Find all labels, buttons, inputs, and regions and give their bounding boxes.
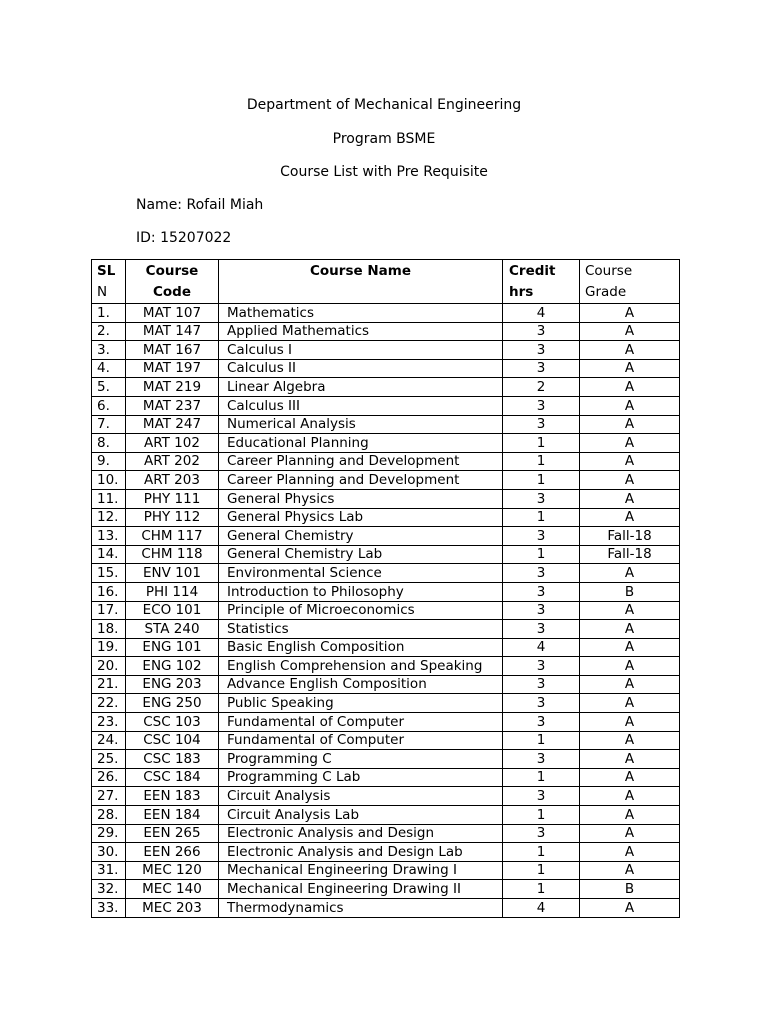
course-code-cell: PHI 114 — [126, 582, 219, 601]
course-grade-cell: A — [580, 601, 680, 620]
course-name-cell: Calculus III — [219, 396, 503, 415]
credit-hrs-cell: 3 — [503, 341, 580, 360]
course-name-cell: Introduction to Philosophy — [219, 582, 503, 601]
table-row — [92, 620, 680, 639]
credit-hrs-cell: 3 — [503, 713, 580, 732]
table-row — [92, 527, 680, 546]
course-grade-cell: A — [580, 638, 680, 657]
list-title: Course List with Pre Requisite — [280, 164, 488, 180]
course-name-cell: Numerical Analysis — [219, 415, 503, 434]
course-name-cell: General Physics — [219, 489, 503, 508]
header-sl-line2: N — [97, 284, 108, 300]
credit-hrs-cell: 1 — [503, 768, 580, 787]
course-grade-cell: A — [580, 713, 680, 732]
sl-cell: 19. — [92, 638, 126, 657]
course-grade-cell: A — [580, 471, 680, 490]
course-name-cell: Thermodynamics — [219, 899, 503, 918]
course-name-cell: Mechanical Engineering Drawing II — [219, 880, 503, 899]
table-row — [92, 861, 680, 880]
credit-hrs-cell: 1 — [503, 434, 580, 453]
table-row — [92, 713, 680, 732]
course-code-cell: PHY 111 — [126, 489, 219, 508]
table-row — [92, 694, 680, 713]
credit-hrs-cell: 3 — [503, 694, 580, 713]
course-code-cell: MAT 147 — [126, 322, 219, 341]
course-table — [91, 259, 680, 918]
course-name-cell: Fundamental of Computer — [219, 713, 503, 732]
course-code-cell: PHY 112 — [126, 508, 219, 527]
table-row — [92, 378, 680, 397]
header-code-line2: Code — [152, 284, 191, 300]
course-name-cell: Principle of Microeconomics — [219, 601, 503, 620]
course-grade-cell: A — [580, 675, 680, 694]
sl-cell: 21. — [92, 675, 126, 694]
course-grade-cell: B — [580, 880, 680, 899]
course-name-cell: General Chemistry Lab — [219, 545, 503, 564]
course-grade-cell: A — [580, 899, 680, 918]
course-name-cell: Circuit Analysis Lab — [219, 806, 503, 825]
course-code-cell: EEN 183 — [126, 787, 219, 806]
course-grade-cell: A — [580, 694, 680, 713]
course-name-cell: Career Planning and Development — [219, 452, 503, 471]
course-name-cell: English Comprehension and Speaking — [219, 657, 503, 676]
table-row — [92, 545, 680, 564]
header-course-grade — [580, 260, 680, 304]
course-code-cell: EEN 184 — [126, 806, 219, 825]
table-row — [92, 564, 680, 583]
table-row — [92, 880, 680, 899]
program-title: Program BSME — [332, 131, 436, 147]
sl-cell: 12. — [92, 508, 126, 527]
course-code-cell: CSC 103 — [126, 713, 219, 732]
header-grade-line2: Grade — [585, 284, 627, 300]
course-grade-cell: A — [580, 489, 680, 508]
course-name-cell: General Physics Lab — [219, 508, 503, 527]
table-row — [92, 396, 680, 415]
sl-cell: 31. — [92, 861, 126, 880]
credit-hrs-cell: 3 — [503, 359, 580, 378]
table-row — [92, 452, 680, 471]
course-code-cell: MEC 140 — [126, 880, 219, 899]
table-row — [92, 657, 680, 676]
credit-hrs-cell: 1 — [503, 508, 580, 527]
credit-hrs-cell: 3 — [503, 601, 580, 620]
sl-cell: 20. — [92, 657, 126, 676]
course-grade-cell: A — [580, 378, 680, 397]
student-id: ID: 15207022 — [136, 230, 232, 246]
course-code-cell: MAT 219 — [126, 378, 219, 397]
course-name-cell: Applied Mathematics — [219, 322, 503, 341]
course-code-cell: MAT 197 — [126, 359, 219, 378]
sl-cell: 6. — [92, 396, 126, 415]
course-grade-cell: A — [580, 861, 680, 880]
table-row — [92, 508, 680, 527]
header-grade-line1: Course — [585, 263, 633, 279]
course-name-cell: Circuit Analysis — [219, 787, 503, 806]
sl-cell: 24. — [92, 731, 126, 750]
course-code-cell: ART 102 — [126, 434, 219, 453]
course-name-cell: Educational Planning — [219, 434, 503, 453]
table-row — [92, 471, 680, 490]
table-row — [92, 341, 680, 360]
table-row — [92, 489, 680, 508]
course-name-cell: Advance English Composition — [219, 675, 503, 694]
course-code-cell: ENG 250 — [126, 694, 219, 713]
sl-cell: 16. — [92, 582, 126, 601]
header-name-text: Course Name — [310, 263, 411, 279]
table-row — [92, 824, 680, 843]
course-name-cell: Statistics — [219, 620, 503, 639]
sl-cell: 29. — [92, 824, 126, 843]
table-row — [92, 415, 680, 434]
course-name-cell: Electronic Analysis and Design — [219, 824, 503, 843]
credit-hrs-cell: 1 — [503, 452, 580, 471]
sl-cell: 3. — [92, 341, 126, 360]
table-row — [92, 359, 680, 378]
header-course-name — [219, 260, 503, 304]
credit-hrs-cell: 3 — [503, 396, 580, 415]
course-code-cell: ART 202 — [126, 452, 219, 471]
sl-cell: 33. — [92, 899, 126, 918]
sl-cell: 9. — [92, 452, 126, 471]
credit-hrs-cell: 3 — [503, 787, 580, 806]
table-header-row — [92, 260, 680, 304]
course-grade-cell: A — [580, 750, 680, 769]
course-code-cell: EEN 265 — [126, 824, 219, 843]
credit-hrs-cell: 3 — [503, 489, 580, 508]
course-grade-cell: A — [580, 322, 680, 341]
course-code-cell: EEN 266 — [126, 843, 219, 862]
sl-cell: 13. — [92, 527, 126, 546]
table-row — [92, 750, 680, 769]
course-grade-cell: A — [580, 415, 680, 434]
table-row — [92, 768, 680, 787]
course-name-cell: Calculus II — [219, 359, 503, 378]
course-name-cell: General Chemistry — [219, 527, 503, 546]
course-grade-cell: A — [580, 452, 680, 471]
credit-hrs-cell: 1 — [503, 545, 580, 564]
table-row — [92, 582, 680, 601]
header-credit-line1: Credit — [509, 263, 556, 279]
credit-hrs-cell: 3 — [503, 322, 580, 341]
credit-hrs-cell: 3 — [503, 657, 580, 676]
course-code-cell: MAT 237 — [126, 396, 219, 415]
course-code-cell: CHM 117 — [126, 527, 219, 546]
credit-hrs-cell: 1 — [503, 731, 580, 750]
header-sl — [92, 260, 126, 304]
table-row — [92, 731, 680, 750]
course-name-cell: Electronic Analysis and Design Lab — [219, 843, 503, 862]
course-name-cell: Programming C — [219, 750, 503, 769]
sl-cell: 8. — [92, 434, 126, 453]
credit-hrs-cell: 1 — [503, 806, 580, 825]
sl-cell: 28. — [92, 806, 126, 825]
course-name-cell: Career Planning and Development — [219, 471, 503, 490]
header-course-code — [126, 260, 219, 304]
sl-cell: 30. — [92, 843, 126, 862]
sl-cell: 7. — [92, 415, 126, 434]
sl-cell: 26. — [92, 768, 126, 787]
course-code-cell: ENV 101 — [126, 564, 219, 583]
course-code-cell: ENG 102 — [126, 657, 219, 676]
sl-cell: 4. — [92, 359, 126, 378]
credit-hrs-cell: 4 — [503, 638, 580, 657]
credit-hrs-cell: 2 — [503, 378, 580, 397]
sl-cell: 5. — [92, 378, 126, 397]
table-row — [92, 675, 680, 694]
table-row — [92, 322, 680, 341]
course-code-cell: MAT 107 — [126, 304, 219, 323]
course-grade-cell: A — [580, 341, 680, 360]
header-credit-line2: hrs — [509, 284, 534, 300]
credit-hrs-cell: 4 — [503, 304, 580, 323]
credit-hrs-cell: 1 — [503, 880, 580, 899]
sl-cell: 32. — [92, 880, 126, 899]
course-code-cell: ECO 101 — [126, 601, 219, 620]
department-title: Department of Mechanical Engineering — [246, 97, 522, 113]
course-grade-cell: A — [580, 731, 680, 750]
course-grade-cell: Fall-18 — [580, 545, 680, 564]
sl-cell: 18. — [92, 620, 126, 639]
student-name: Name: Rofail Miah — [136, 197, 264, 213]
header-code-line1: Course — [145, 263, 199, 279]
course-table-body — [92, 304, 680, 918]
credit-hrs-cell: 3 — [503, 582, 580, 601]
course-grade-cell: A — [580, 824, 680, 843]
course-name-cell: Mathematics — [219, 304, 503, 323]
credit-hrs-cell: 3 — [503, 620, 580, 639]
credit-hrs-cell: 3 — [503, 415, 580, 434]
sl-cell: 22. — [92, 694, 126, 713]
course-grade-cell: A — [580, 396, 680, 415]
course-code-cell: CSC 104 — [126, 731, 219, 750]
credit-hrs-cell: 4 — [503, 899, 580, 918]
credit-hrs-cell: 1 — [503, 843, 580, 862]
sl-cell: 15. — [92, 564, 126, 583]
table-row — [92, 843, 680, 862]
course-code-cell: CHM 118 — [126, 545, 219, 564]
course-grade-cell: A — [580, 359, 680, 378]
header-sl-line1: SL — [97, 263, 116, 279]
sl-cell: 25. — [92, 750, 126, 769]
sl-cell: 10. — [92, 471, 126, 490]
course-code-cell: ART 203 — [126, 471, 219, 490]
course-grade-cell: B — [580, 582, 680, 601]
sl-cell: 17. — [92, 601, 126, 620]
course-code-cell: MAT 167 — [126, 341, 219, 360]
course-name-cell: Basic English Composition — [219, 638, 503, 657]
course-code-cell: STA 240 — [126, 620, 219, 639]
course-name-cell: Fundamental of Computer — [219, 731, 503, 750]
course-name-cell: Mechanical Engineering Drawing I — [219, 861, 503, 880]
course-name-cell: Linear Algebra — [219, 378, 503, 397]
course-code-cell: MEC 120 — [126, 861, 219, 880]
course-grade-cell: A — [580, 843, 680, 862]
course-code-cell: MEC 203 — [126, 899, 219, 918]
credit-hrs-cell: 1 — [503, 471, 580, 490]
course-code-cell: MAT 247 — [126, 415, 219, 434]
course-grade-cell: A — [580, 787, 680, 806]
course-name-cell: Calculus I — [219, 341, 503, 360]
course-code-cell: ENG 203 — [126, 675, 219, 694]
course-grade-cell: A — [580, 768, 680, 787]
table-row — [92, 899, 680, 918]
course-name-cell: Public Speaking — [219, 694, 503, 713]
credit-hrs-cell: 3 — [503, 824, 580, 843]
credit-hrs-cell: 3 — [503, 675, 580, 694]
table-row — [92, 806, 680, 825]
course-grade-cell: A — [580, 620, 680, 639]
sl-cell: 2. — [92, 322, 126, 341]
course-code-cell: ENG 101 — [126, 638, 219, 657]
course-name-cell: Environmental Science — [219, 564, 503, 583]
table-row — [92, 601, 680, 620]
course-grade-cell: Fall-18 — [580, 527, 680, 546]
sl-cell: 27. — [92, 787, 126, 806]
table-row — [92, 434, 680, 453]
sl-cell: 1. — [92, 304, 126, 323]
course-code-cell: CSC 183 — [126, 750, 219, 769]
course-grade-cell: A — [580, 564, 680, 583]
course-grade-cell: A — [580, 806, 680, 825]
sl-cell: 14. — [92, 545, 126, 564]
course-code-cell: CSC 184 — [126, 768, 219, 787]
course-name-cell: Programming C Lab — [219, 768, 503, 787]
sl-cell: 23. — [92, 713, 126, 732]
credit-hrs-cell: 1 — [503, 861, 580, 880]
table-row — [92, 304, 680, 323]
header-credit-hrs — [503, 260, 580, 304]
course-grade-cell: A — [580, 508, 680, 527]
course-grade-cell: A — [580, 657, 680, 676]
table-row — [92, 787, 680, 806]
credit-hrs-cell: 3 — [503, 750, 580, 769]
credit-hrs-cell: 3 — [503, 564, 580, 583]
course-grade-cell: A — [580, 304, 680, 323]
sl-cell: 11. — [92, 489, 126, 508]
credit-hrs-cell: 3 — [503, 527, 580, 546]
course-grade-cell: A — [580, 434, 680, 453]
table-row — [92, 638, 680, 657]
